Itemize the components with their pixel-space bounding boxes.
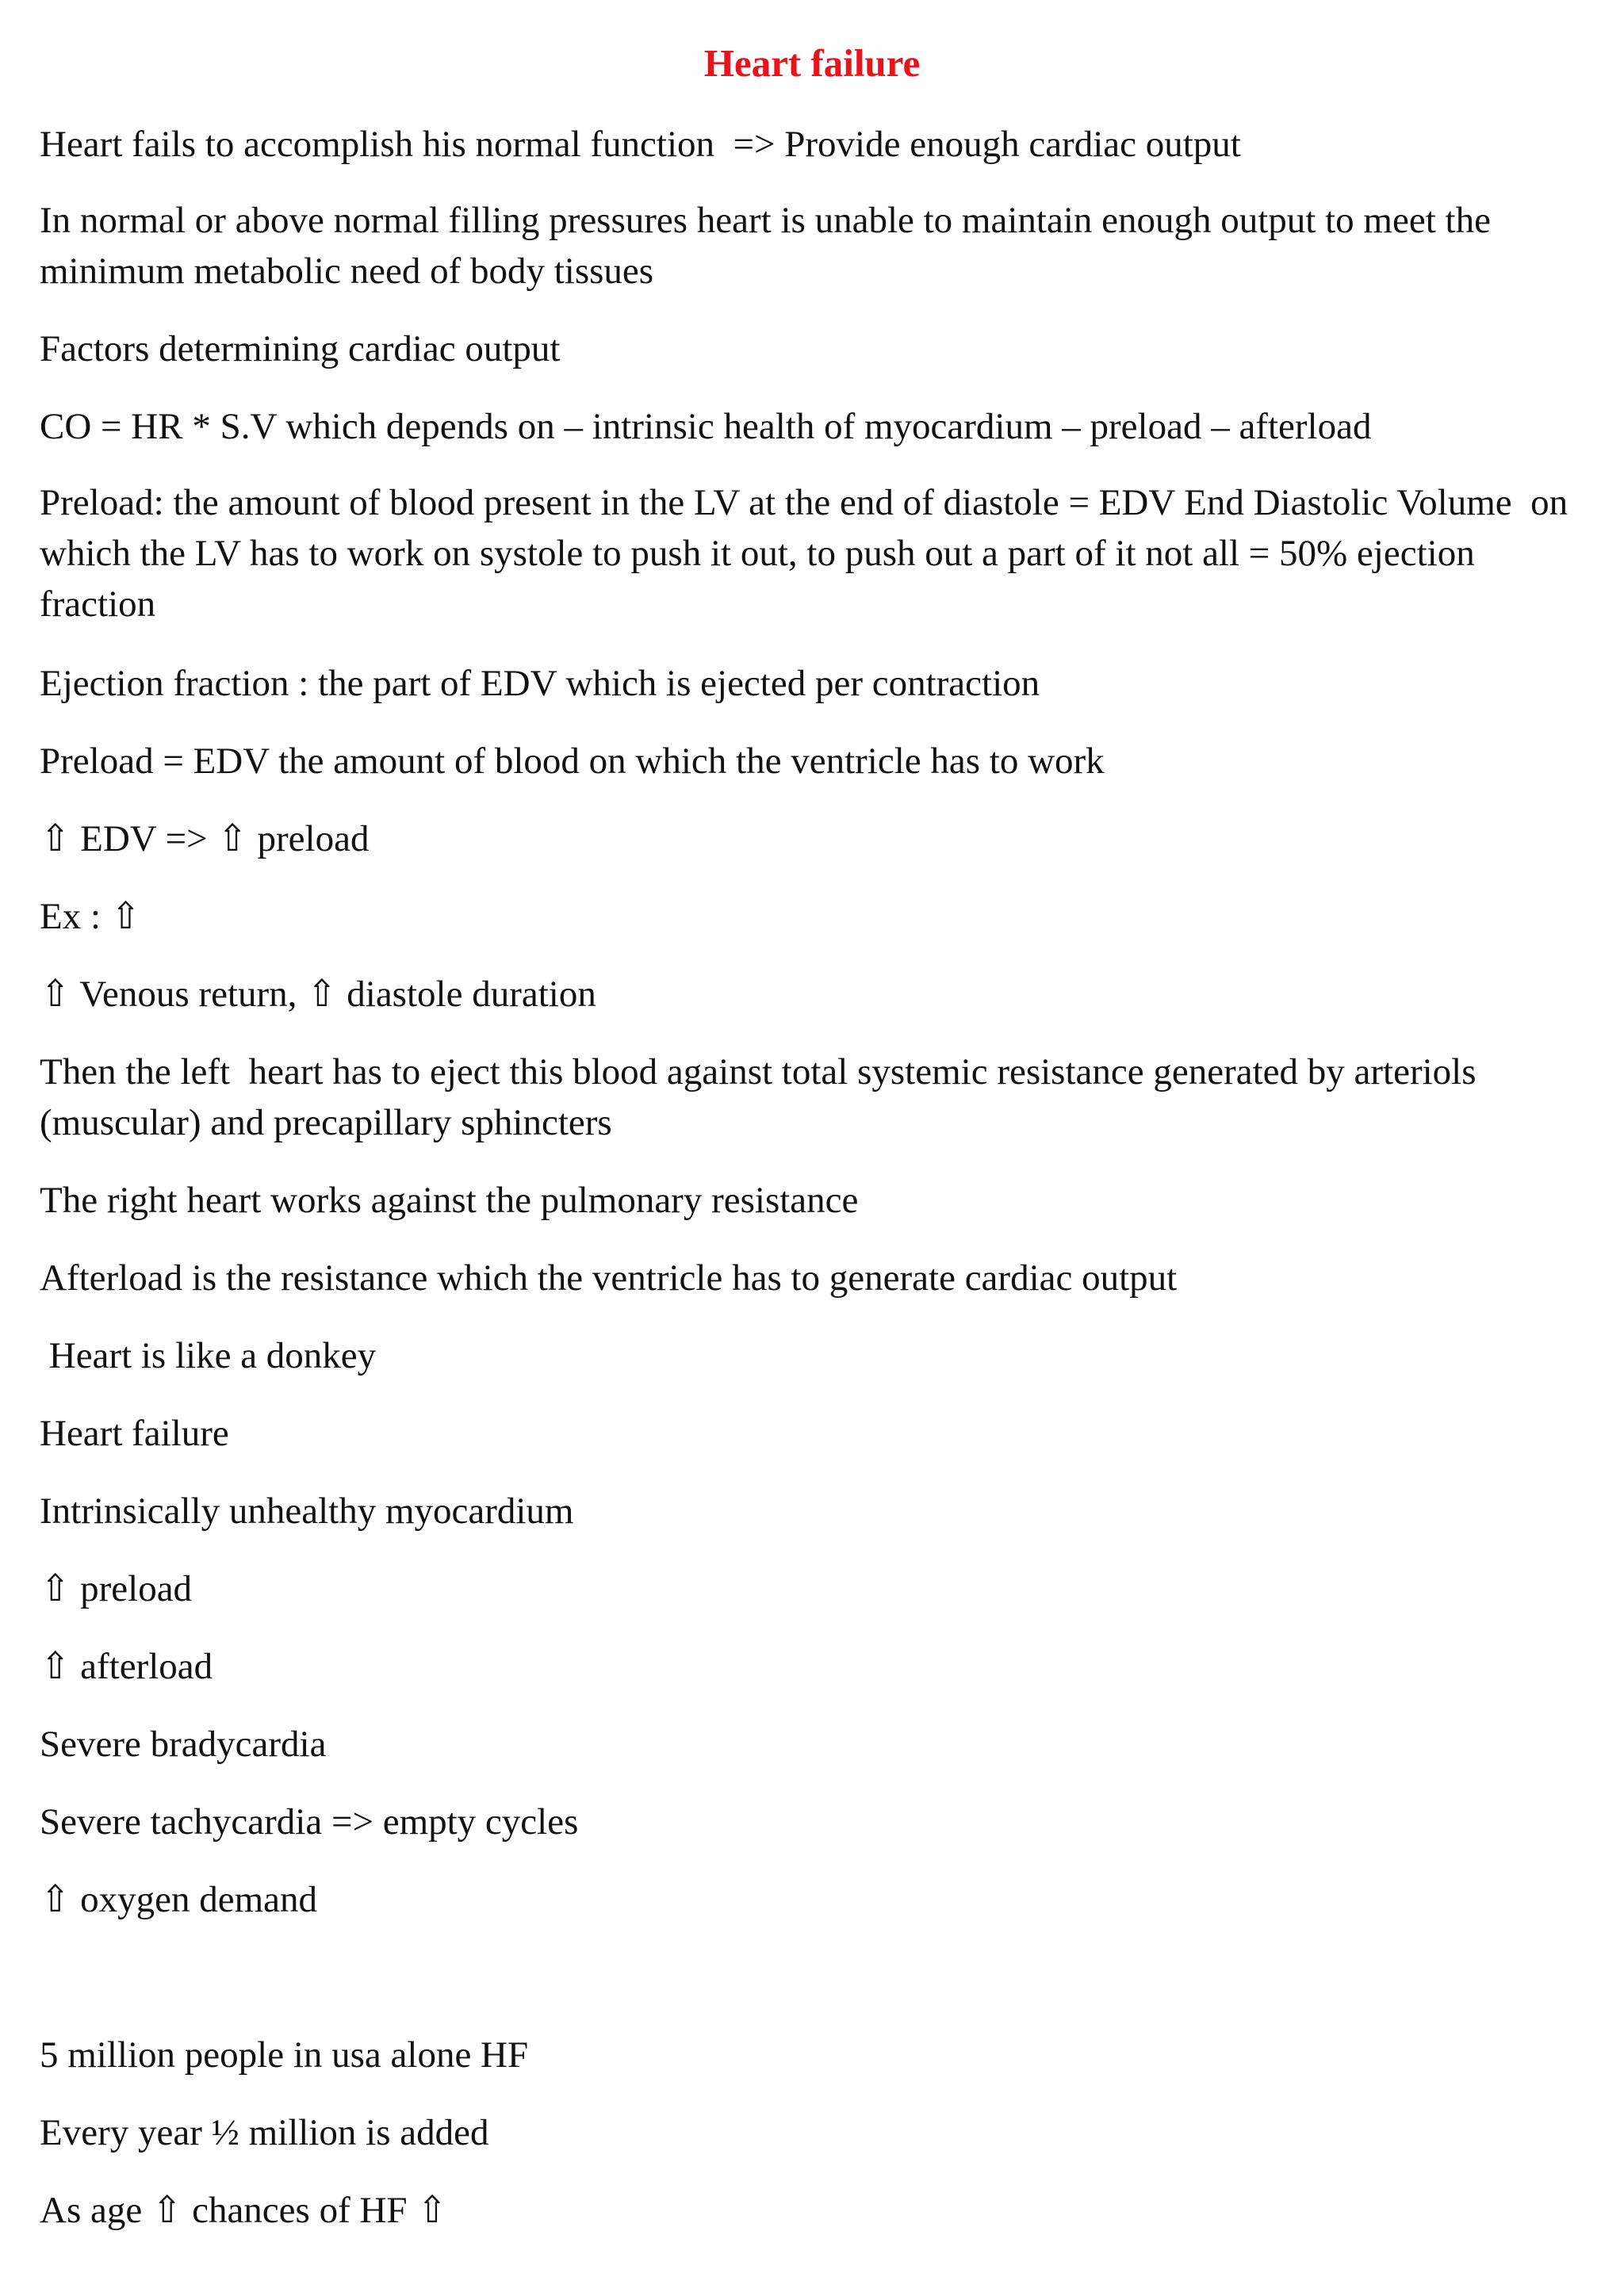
paragraph-20: Severe tachycardia => empty cycles — [40, 1801, 579, 1843]
paragraph-22: 5 million people in usa alone HF — [40, 2034, 529, 2076]
paragraph-8: ⇧ EDV => ⇧ preload — [40, 818, 370, 859]
paragraph-9: Ex : ⇧ — [40, 896, 142, 937]
paragraph-21: ⇧ oxygen demand — [40, 1879, 318, 1920]
paragraph-6: Ejection fraction : the part of EDV which is ejected per contraction — [40, 663, 1040, 704]
paragraph-1: Heart fails to accomplish his normal function => Provide enough cardiac output — [40, 124, 1241, 165]
paragraph-16: Intrinsically unhealthy myocardium — [40, 1490, 574, 1532]
paragraph-12: The right heart works against the pulmonary resistance — [40, 1180, 859, 1221]
paragraph-24: As age ⇧ chances of HF ⇧ — [40, 2190, 448, 2231]
paragraph-19: Severe bradycardia — [40, 1724, 327, 1765]
document-title: Heart failure — [703, 41, 921, 85]
paragraph-23: Every year ½ million is added — [40, 2112, 489, 2153]
paragraph-10: ⇧ Venous return, ⇧ diastole duration — [40, 974, 596, 1015]
paragraph-17: ⇧ preload — [40, 1568, 193, 1609]
paragraph-14: Heart is like a donkey — [40, 1335, 377, 1376]
paragraph-7: Preload = EDV the amount of blood on which the ventricle has to work — [40, 740, 1105, 782]
paragraph-11: Then the left heart has to eject this blood against total systemic resistance generated by arteriols (muscular) and precapillary sphincters — [40, 1051, 1486, 1143]
paragraph-4: CO = HR * S.V which depends on – intrinsic health of myocardium – preload – afterload — [40, 406, 1372, 447]
paragraph-3: Factors determining cardiac output — [40, 328, 561, 369]
paragraph-5: Preload: the amount of blood present in the LV at the end of diastole = EDV End Diastolic Volume on which the LV has to work on systole to push it out, to push out a part of it not all = 50% ejection fraction — [40, 482, 1577, 625]
paragraph-2: In normal or above normal filling pressures heart is unable to maintain enough output to meet the minimum metabolic need of body tissues — [40, 200, 1500, 292]
paragraph-15: Heart failure — [40, 1413, 229, 1454]
paragraph-18: ⇧ afterload — [40, 1646, 213, 1687]
paragraph-13: Afterload is the resistance which the ventricle has to generate cardiac output — [40, 1257, 1178, 1299]
